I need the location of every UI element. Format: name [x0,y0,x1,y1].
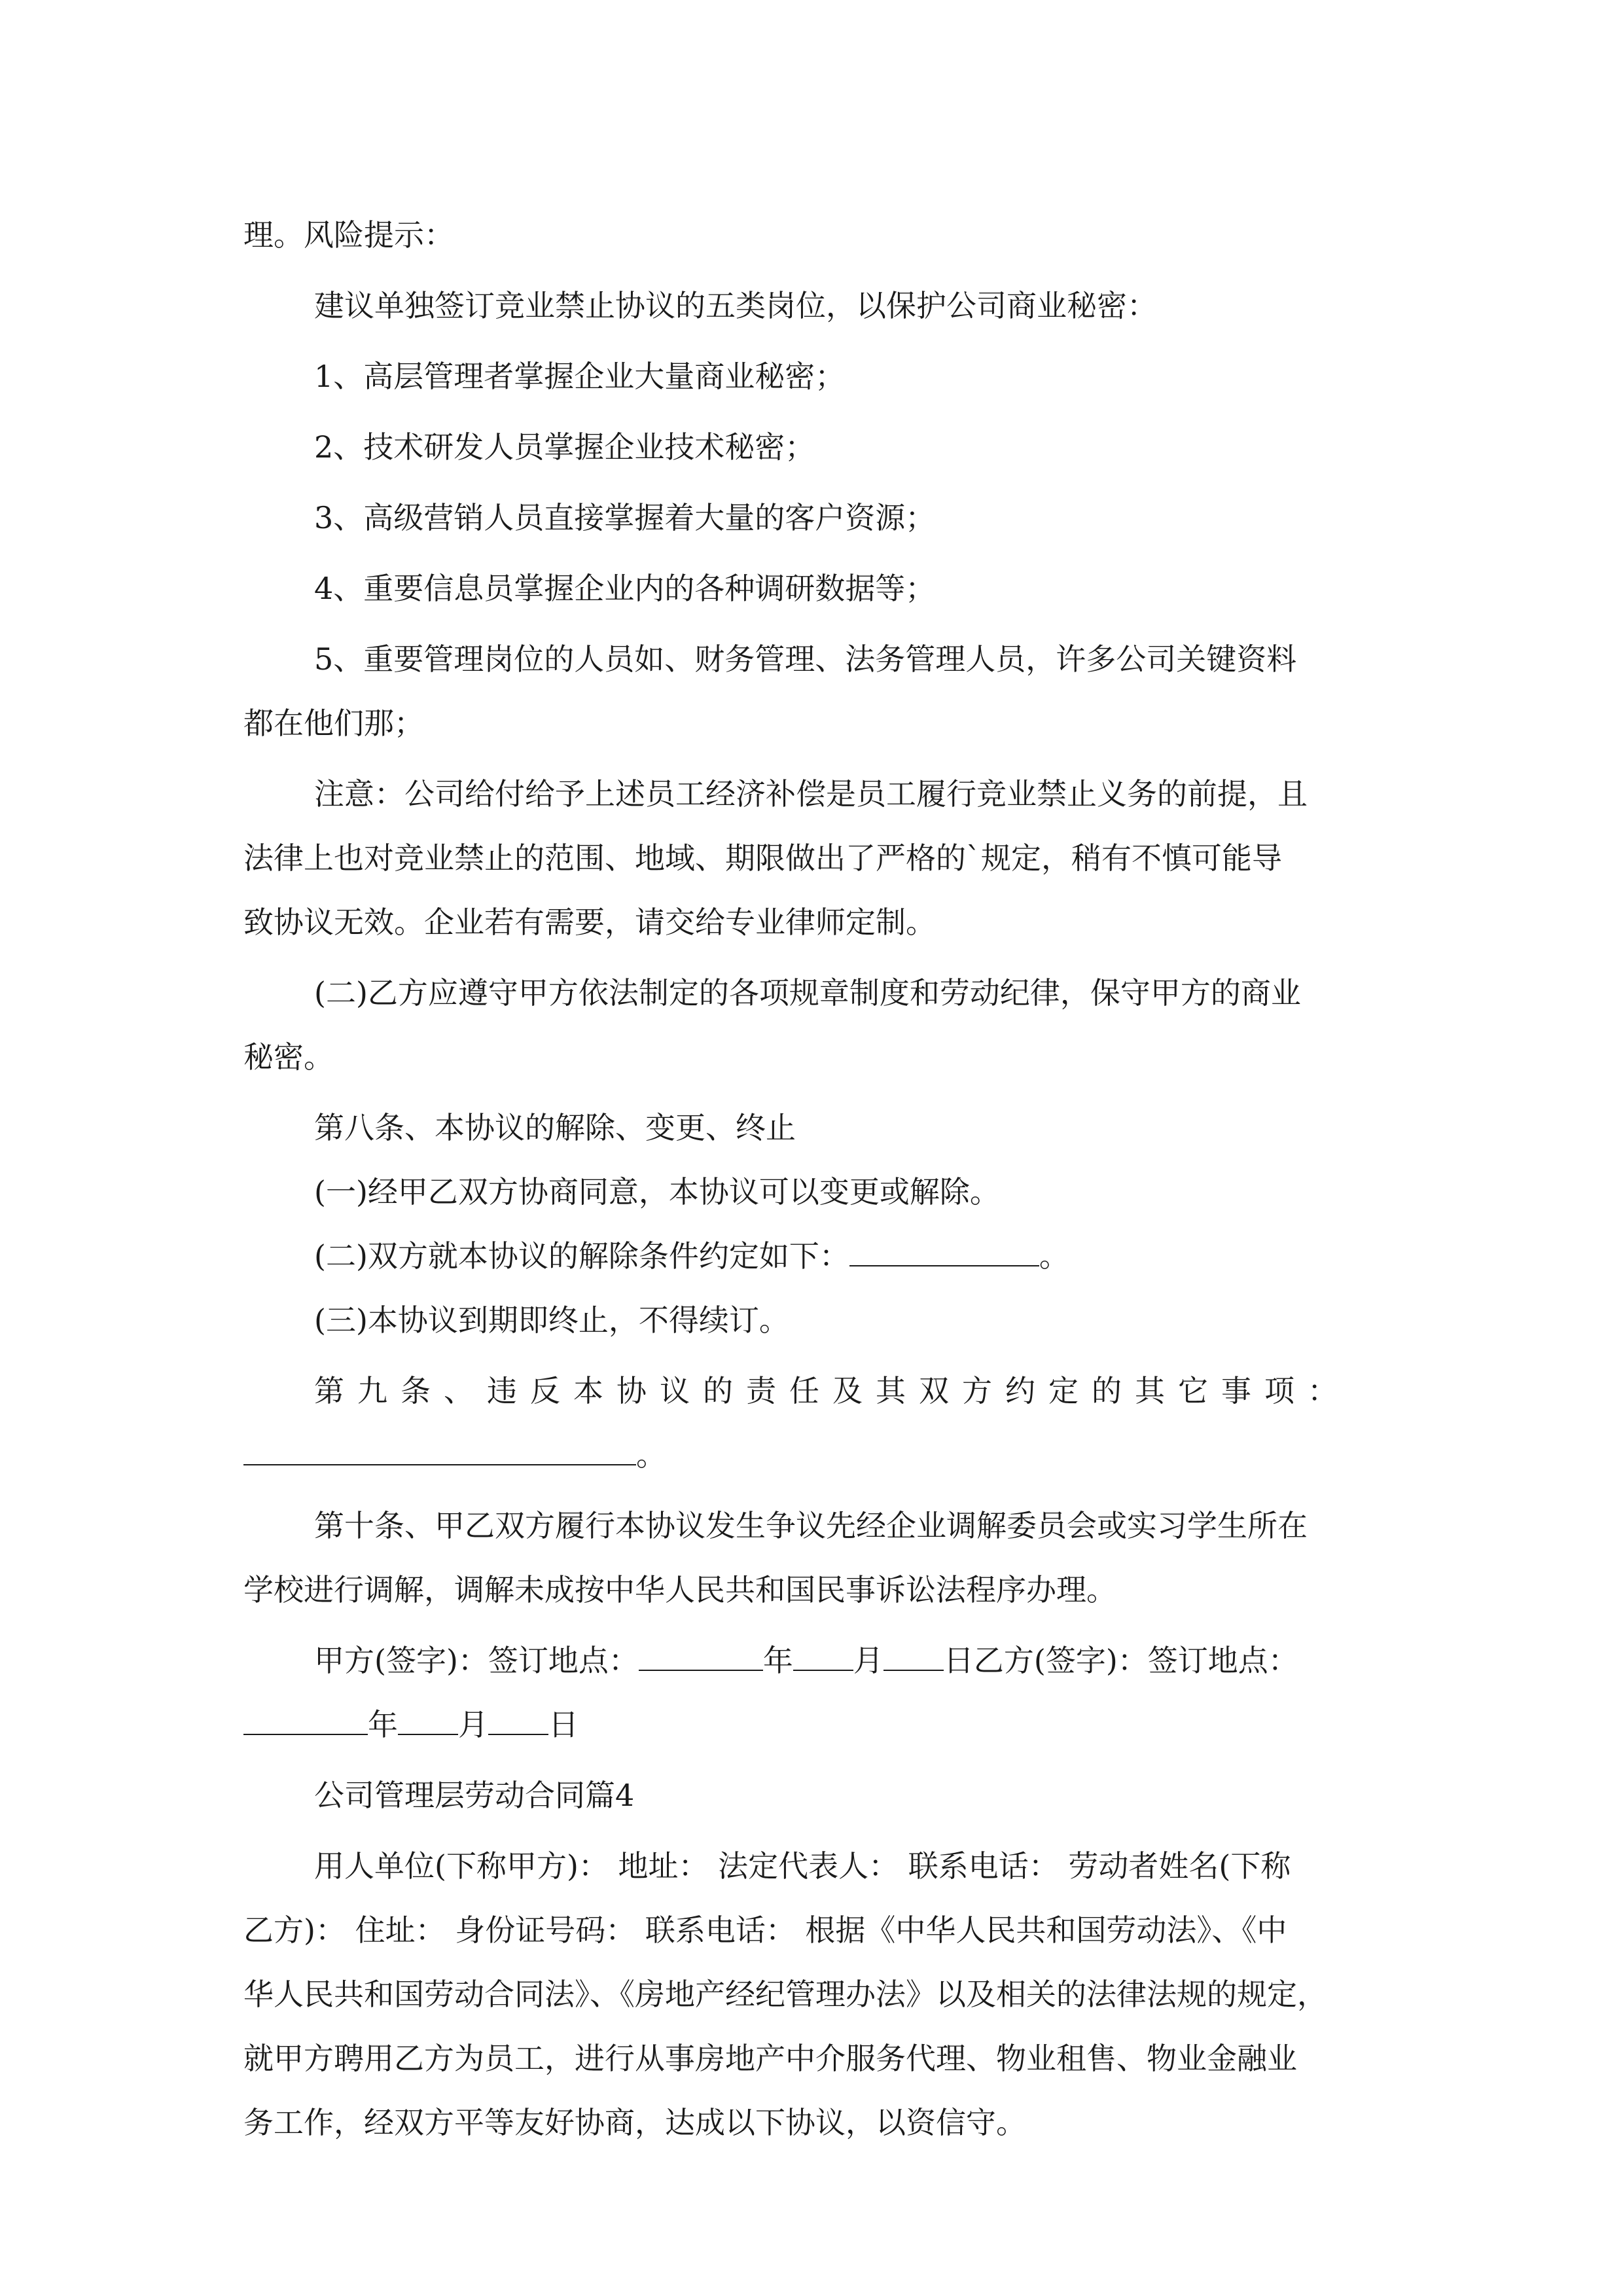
article-heading: 第八条、本协议的解除、变更、终止 [314,1110,796,1145]
fill-in-blank[interactable] [793,1643,853,1671]
clause-paragraph: (一)经甲乙双方协商同意，本协议可以变更或解除。 [314,1174,1000,1210]
clause-paragraph: (三)本协议到期即终止，不得续订。 [314,1302,789,1338]
clause-punctuation: 。 [636,1437,666,1473]
text-line [243,1423,1382,1487]
list-item: 4、重要信息员掌握企业内的各种调研数据等； [314,571,936,606]
fill-in-blank[interactable] [488,1708,548,1735]
list-item: 1、高层管理者掌握企业大量商业秘密； [314,359,846,394]
clause-paragraph: (二)乙方应遵守甲方依法制定的各项规章制度和劳动纪律，保守甲方的商业 [314,975,1301,1011]
list-item: 5、重要管理岗位的人员如、财务管理、法务管理人员，许多公司关键资料 [314,641,1297,677]
clause-text: (二)双方就本协议的解除条件约定如下： [314,1238,849,1274]
date-label: 月 [853,1643,883,1678]
fill-in-blank[interactable] [883,1643,944,1671]
fill-in-blank[interactable] [243,1438,636,1465]
contract-paragraph: 乙方)： 住址： 身份证号码： 联系电话： 根据《中华人民共和国劳动法》、《中 [243,1912,1287,1948]
text-line: 都在他们那； [243,706,424,741]
contract-paragraph: 用人单位(下称甲方)： 地址： 法定代表人： 联系电话： 劳动者姓名(下称 [314,1848,1291,1884]
contract-paragraph: 华人民共和国劳动合同法》、《房地产经纪管理办法》以及相关的法律法规的规定， [243,1977,1327,2012]
date-label: 月 [458,1707,488,1742]
text-line: 建议单独签订竞业禁止协议的五类岗位，以保护公司商业秘密： [314,288,1157,323]
note-paragraph: 致协议无效。企业若有需要，请交给专业律师定制。 [243,905,936,940]
note-paragraph: 法律上也对竞业禁止的范围、地域、期限做出了严格的`规定，稍有不慎可能导 [243,840,1282,876]
date-label: 年 [762,1643,793,1678]
signature-line [243,1628,1382,1693]
fill-in-blank[interactable] [849,1239,1039,1266]
fill-in-blank[interactable] [398,1708,458,1735]
article-paragraph: 第十条、甲乙双方履行本协议发生争议先经企业调解委员会或实习学生所在 [314,1508,1308,1543]
note-paragraph: 注意：公司给付给予上述员工经济补偿是员工履行竞业禁止义务的前提，且 [314,776,1308,812]
signature-label: 日乙方(签字)：签订地点： [943,1643,1298,1678]
date-label: 日 [548,1707,579,1742]
text-line: 理。风险提示： [243,217,454,253]
document-body [243,203,1382,2155]
clause-paragraph [243,1224,1382,1288]
signature-label: 甲方(签字)：签订地点： [314,1643,639,1678]
fill-in-blank[interactable] [639,1643,763,1671]
clause-paragraph: 秘密。 [243,1039,334,1075]
fill-in-blank[interactable] [243,1708,368,1735]
article-paragraph: 学校进行调解，调解未成按中华人民共和国民事诉讼法程序办理。 [243,1572,1116,1607]
signature-line [243,1693,1382,1757]
list-item: 2、技术研发人员掌握企业技术秘密； [314,429,815,465]
contract-paragraph: 就甲方聘用乙方为员工，进行从事房地产中介服务代理、物业租售、物业金融业 [243,2041,1297,2076]
section-heading: 公司管理层劳动合同篇4 [314,1778,635,1813]
list-item: 3、高级营销人员直接掌握着大量的客户资源； [314,500,936,535]
contract-paragraph: 务工作，经双方平等友好协商，达成以下协议，以资信守。 [243,2105,1026,2140]
article-heading: 第九条、违反本协议的责任及其双方约定的其它事项： [314,1373,1351,1408]
clause-punctuation: 。 [1039,1238,1069,1274]
date-label: 年 [368,1707,398,1742]
